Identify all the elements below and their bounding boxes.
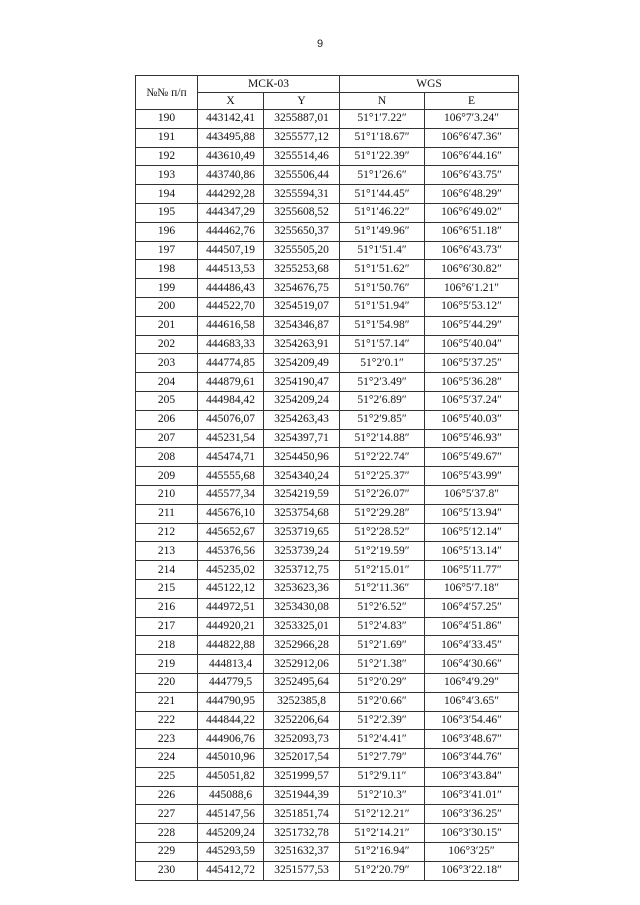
cell-point-number: 221	[136, 692, 198, 711]
cell-n: 51°2′20.79″	[340, 861, 425, 880]
table-row	[136, 504, 519, 523]
table-row	[136, 561, 519, 580]
cell-point-number: 201	[136, 316, 198, 335]
table-row	[136, 861, 519, 880]
cell-x: 444972,51	[198, 598, 264, 617]
cell-point-number: 222	[136, 711, 198, 730]
cell-y: 3255594,31	[264, 185, 340, 204]
cell-y: 3254263,91	[264, 335, 340, 354]
cell-e: 106°5′44.29″	[425, 316, 519, 335]
cell-x: 444779,5	[198, 673, 264, 692]
table-row	[136, 203, 519, 222]
cell-e: 106°3′22.18″	[425, 861, 519, 880]
cell-point-number: 228	[136, 824, 198, 843]
cell-y: 3255887,01	[264, 110, 340, 129]
cell-e: 106°5′40.03″	[425, 410, 519, 429]
coordinates-table	[135, 75, 519, 881]
cell-point-number: 225	[136, 767, 198, 786]
cell-y: 3252495,64	[264, 673, 340, 692]
cell-y: 3251851,74	[264, 805, 340, 824]
table-row	[136, 843, 519, 862]
header-y: Y	[264, 93, 340, 110]
cell-y: 3254219,59	[264, 485, 340, 504]
cell-e: 106°6′51.18″	[425, 222, 519, 241]
cell-x: 444984,42	[198, 391, 264, 410]
table-row	[136, 523, 519, 542]
cell-n: 51°2′7.79″	[340, 749, 425, 768]
cell-point-number: 206	[136, 410, 198, 429]
cell-point-number: 215	[136, 579, 198, 598]
cell-e: 106°4′33.45″	[425, 636, 519, 655]
cell-y: 3252966,28	[264, 636, 340, 655]
cell-n: 51°2′4.41″	[340, 730, 425, 749]
cell-point-number: 216	[136, 598, 198, 617]
cell-n: 51°1′26.6″	[340, 166, 425, 185]
cell-x: 444616,58	[198, 316, 264, 335]
cell-point-number: 229	[136, 843, 198, 862]
cell-y: 3253623,36	[264, 579, 340, 598]
cell-point-number: 207	[136, 429, 198, 448]
cell-n: 51°2′19.59″	[340, 542, 425, 561]
cell-e: 106°4′30.66″	[425, 655, 519, 674]
cell-x: 444347,29	[198, 203, 264, 222]
cell-point-number: 199	[136, 279, 198, 298]
cell-e: 106°3′25″	[425, 843, 519, 862]
table-row	[136, 354, 519, 373]
cell-x: 443495,88	[198, 128, 264, 147]
header-e: E	[425, 93, 519, 110]
cell-y: 3253430,08	[264, 598, 340, 617]
cell-e: 106°5′46.93″	[425, 429, 519, 448]
table-row	[136, 448, 519, 467]
cell-point-number: 205	[136, 391, 198, 410]
cell-n: 51°1′49.96″	[340, 222, 425, 241]
cell-y: 3254209,24	[264, 391, 340, 410]
cell-point-number: 194	[136, 185, 198, 204]
cell-x: 444879,61	[198, 373, 264, 392]
cell-e: 106°6′47.36″	[425, 128, 519, 147]
cell-y: 3253739,24	[264, 542, 340, 561]
cell-x: 445293,59	[198, 843, 264, 862]
cell-x: 443740,86	[198, 166, 264, 185]
cell-e: 106°3′44.76″	[425, 749, 519, 768]
cell-x: 444906,76	[198, 730, 264, 749]
cell-y: 3252912,06	[264, 655, 340, 674]
cell-point-number: 220	[136, 673, 198, 692]
cell-point-number: 198	[136, 260, 198, 279]
table-row	[136, 786, 519, 805]
cell-x: 444513,53	[198, 260, 264, 279]
cell-point-number: 217	[136, 617, 198, 636]
table-row	[136, 147, 519, 166]
cell-point-number: 193	[136, 166, 198, 185]
cell-n: 51°2′29.28″	[340, 504, 425, 523]
cell-y: 3255608,52	[264, 203, 340, 222]
cell-x: 445577,34	[198, 485, 264, 504]
cell-x: 444292,28	[198, 185, 264, 204]
table-row	[136, 485, 519, 504]
cell-x: 445235,02	[198, 561, 264, 580]
table-row	[136, 222, 519, 241]
table-row	[136, 297, 519, 316]
cell-y: 3253712,75	[264, 561, 340, 580]
table-row	[136, 692, 519, 711]
header-wgs: WGS	[340, 76, 519, 93]
cell-e: 106°3′54.46″	[425, 711, 519, 730]
cell-y: 3252093,73	[264, 730, 340, 749]
cell-y: 3254340,24	[264, 467, 340, 486]
cell-point-number: 214	[136, 561, 198, 580]
table-row	[136, 429, 519, 448]
cell-y: 3251944,39	[264, 786, 340, 805]
cell-e: 106°5′37.24″	[425, 391, 519, 410]
cell-n: 51°2′4.83″	[340, 617, 425, 636]
table-row	[136, 467, 519, 486]
cell-x: 445231,54	[198, 429, 264, 448]
header-msk03: МСК-03	[198, 76, 340, 93]
table-row	[136, 655, 519, 674]
cell-point-number: 200	[136, 297, 198, 316]
table-row	[136, 373, 519, 392]
cell-point-number: 211	[136, 504, 198, 523]
cell-point-number: 230	[136, 861, 198, 880]
table-row	[136, 410, 519, 429]
cell-x: 444774,85	[198, 354, 264, 373]
cell-e: 106°3′48.67″	[425, 730, 519, 749]
table-body	[136, 110, 519, 881]
cell-n: 51°2′9.11″	[340, 767, 425, 786]
cell-e: 106°3′43.84″	[425, 767, 519, 786]
cell-e: 106°6′49.02″	[425, 203, 519, 222]
cell-point-number: 213	[136, 542, 198, 561]
cell-x: 445147,56	[198, 805, 264, 824]
cell-n: 51°2′25.37″	[340, 467, 425, 486]
cell-e: 106°5′13.14″	[425, 542, 519, 561]
cell-point-number: 203	[136, 354, 198, 373]
header-x: X	[198, 93, 264, 110]
cell-n: 51°2′0.29″	[340, 673, 425, 692]
cell-e: 106°5′43.99″	[425, 467, 519, 486]
cell-point-number: 196	[136, 222, 198, 241]
cell-point-number: 192	[136, 147, 198, 166]
table-row	[136, 542, 519, 561]
cell-y: 3252017,54	[264, 749, 340, 768]
cell-x: 445555,68	[198, 467, 264, 486]
cell-y: 3255650,37	[264, 222, 340, 241]
cell-n: 51°1′22.39″	[340, 147, 425, 166]
cell-n: 51°1′44.45″	[340, 185, 425, 204]
cell-n: 51°2′1.38″	[340, 655, 425, 674]
table-row	[136, 673, 519, 692]
cell-point-number: 195	[136, 203, 198, 222]
cell-y: 3254263,43	[264, 410, 340, 429]
cell-y: 3251999,57	[264, 767, 340, 786]
cell-x: 445051,82	[198, 767, 264, 786]
cell-x: 445122,12	[198, 579, 264, 598]
cell-y: 3255514,46	[264, 147, 340, 166]
cell-y: 3252385,8	[264, 692, 340, 711]
cell-n: 51°1′50.76″	[340, 279, 425, 298]
cell-x: 445676,10	[198, 504, 264, 523]
table-row	[136, 241, 519, 260]
cell-y: 3254397,71	[264, 429, 340, 448]
cell-n: 51°1′18.67″	[340, 128, 425, 147]
cell-point-number: 218	[136, 636, 198, 655]
cell-y: 3251732,78	[264, 824, 340, 843]
table-header	[136, 76, 519, 110]
table-row	[136, 749, 519, 768]
table-row	[136, 260, 519, 279]
cell-x: 445209,24	[198, 824, 264, 843]
cell-y: 3253325,01	[264, 617, 340, 636]
table-row	[136, 185, 519, 204]
cell-e: 106°5′12.14″	[425, 523, 519, 542]
table-row	[136, 711, 519, 730]
table-row	[136, 279, 519, 298]
table-row	[136, 824, 519, 843]
cell-n: 51°2′0.1″	[340, 354, 425, 373]
cell-n: 51°2′11.36″	[340, 579, 425, 598]
cell-e: 106°6′43.73″	[425, 241, 519, 260]
cell-point-number: 210	[136, 485, 198, 504]
table-row	[136, 636, 519, 655]
cell-e: 106°5′53.12″	[425, 297, 519, 316]
cell-n: 51°1′46.22″	[340, 203, 425, 222]
cell-x: 445474,71	[198, 448, 264, 467]
cell-point-number: 226	[136, 786, 198, 805]
cell-e: 106°5′40.04″	[425, 335, 519, 354]
cell-e: 106°5′7.18″	[425, 579, 519, 598]
cell-n: 51°2′22.74″	[340, 448, 425, 467]
cell-x: 444507,19	[198, 241, 264, 260]
cell-e: 106°5′36.28″	[425, 373, 519, 392]
cell-point-number: 212	[136, 523, 198, 542]
table-row	[136, 316, 519, 335]
cell-point-number: 202	[136, 335, 198, 354]
cell-e: 106°5′13.94″	[425, 504, 519, 523]
cell-n: 51°2′14.88″	[340, 429, 425, 448]
cell-e: 106°6′30.82″	[425, 260, 519, 279]
cell-e: 106°4′3.65″	[425, 692, 519, 711]
cell-y: 3254519,07	[264, 297, 340, 316]
cell-n: 51°1′54.98″	[340, 316, 425, 335]
table-row	[136, 617, 519, 636]
cell-point-number: 197	[136, 241, 198, 260]
cell-e: 106°4′51.86″	[425, 617, 519, 636]
cell-e: 106°6′44.16″	[425, 147, 519, 166]
cell-x: 445076,07	[198, 410, 264, 429]
cell-x: 445376,56	[198, 542, 264, 561]
cell-y: 3254676,75	[264, 279, 340, 298]
table-row	[136, 166, 519, 185]
cell-x: 444683,33	[198, 335, 264, 354]
cell-n: 51°1′51.4″	[340, 241, 425, 260]
cell-x: 445652,67	[198, 523, 264, 542]
cell-n: 51°2′3.49″	[340, 373, 425, 392]
cell-point-number: 219	[136, 655, 198, 674]
cell-x: 444822,88	[198, 636, 264, 655]
cell-x: 443142,41	[198, 110, 264, 129]
cell-n: 51°2′10.3″	[340, 786, 425, 805]
cell-n: 51°2′6.89″	[340, 391, 425, 410]
cell-point-number: 204	[136, 373, 198, 392]
cell-n: 51°2′26.07″	[340, 485, 425, 504]
page-number: 9	[316, 38, 324, 50]
cell-e: 106°3′30.15″	[425, 824, 519, 843]
cell-e: 106°4′9.29″	[425, 673, 519, 692]
cell-x: 444844,22	[198, 711, 264, 730]
cell-n: 51°2′12.21″	[340, 805, 425, 824]
table-row	[136, 579, 519, 598]
table-row	[136, 805, 519, 824]
cell-e: 106°5′49.67″	[425, 448, 519, 467]
cell-n: 51°2′15.01″	[340, 561, 425, 580]
cell-y: 3251577,53	[264, 861, 340, 880]
cell-point-number: 223	[136, 730, 198, 749]
cell-e: 106°7′3.24″	[425, 110, 519, 129]
cell-point-number: 208	[136, 448, 198, 467]
table-row	[136, 598, 519, 617]
cell-y: 3252206,64	[264, 711, 340, 730]
cell-n: 51°2′14.21″	[340, 824, 425, 843]
cell-x: 444813,4	[198, 655, 264, 674]
table-row	[136, 110, 519, 129]
cell-y: 3255253,68	[264, 260, 340, 279]
cell-y: 3251632,37	[264, 843, 340, 862]
table-row	[136, 767, 519, 786]
cell-point-number: 191	[136, 128, 198, 147]
cell-y: 3253754,68	[264, 504, 340, 523]
cell-point-number: 190	[136, 110, 198, 129]
cell-y: 3255505,20	[264, 241, 340, 260]
cell-n: 51°1′51.62″	[340, 260, 425, 279]
cell-n: 51°2′28.52″	[340, 523, 425, 542]
cell-e: 106°3′41.01″	[425, 786, 519, 805]
cell-point-number: 209	[136, 467, 198, 486]
cell-x: 445010,96	[198, 749, 264, 768]
header-point-number: №№ п/п	[136, 76, 198, 110]
cell-point-number: 227	[136, 805, 198, 824]
table-row	[136, 335, 519, 354]
cell-n: 51°2′6.52″	[340, 598, 425, 617]
cell-y: 3254190,47	[264, 373, 340, 392]
cell-e: 106°6′1.21″	[425, 279, 519, 298]
cell-e: 106°5′37.8″	[425, 485, 519, 504]
cell-e: 106°5′37.25″	[425, 354, 519, 373]
cell-y: 3253719,65	[264, 523, 340, 542]
table-row	[136, 128, 519, 147]
cell-x: 443610,49	[198, 147, 264, 166]
header-n: N	[340, 93, 425, 110]
cell-e: 106°4′57.25″	[425, 598, 519, 617]
cell-n: 51°2′16.94″	[340, 843, 425, 862]
cell-y: 3254450,96	[264, 448, 340, 467]
cell-n: 51°2′2.39″	[340, 711, 425, 730]
cell-x: 444920,21	[198, 617, 264, 636]
cell-y: 3254209,49	[264, 354, 340, 373]
table-row	[136, 730, 519, 749]
cell-n: 51°2′1.69″	[340, 636, 425, 655]
cell-n: 51°1′7.22″	[340, 110, 425, 129]
cell-e: 106°6′43.75″	[425, 166, 519, 185]
table-row	[136, 391, 519, 410]
cell-x: 444462,76	[198, 222, 264, 241]
cell-x: 444790,95	[198, 692, 264, 711]
cell-e: 106°3′36.25″	[425, 805, 519, 824]
cell-e: 106°6′48.29″	[425, 185, 519, 204]
cell-y: 3255577,12	[264, 128, 340, 147]
cell-x: 445412,72	[198, 861, 264, 880]
cell-e: 106°5′11.77″	[425, 561, 519, 580]
cell-n: 51°2′0.66″	[340, 692, 425, 711]
cell-x: 444522,70	[198, 297, 264, 316]
cell-point-number: 224	[136, 749, 198, 768]
cell-n: 51°2′9.85″	[340, 410, 425, 429]
cell-n: 51°1′57.14″	[340, 335, 425, 354]
cell-y: 3255506,44	[264, 166, 340, 185]
cell-x: 445088,6	[198, 786, 264, 805]
cell-n: 51°1′51.94″	[340, 297, 425, 316]
cell-x: 444486,43	[198, 279, 264, 298]
cell-y: 3254346,87	[264, 316, 340, 335]
